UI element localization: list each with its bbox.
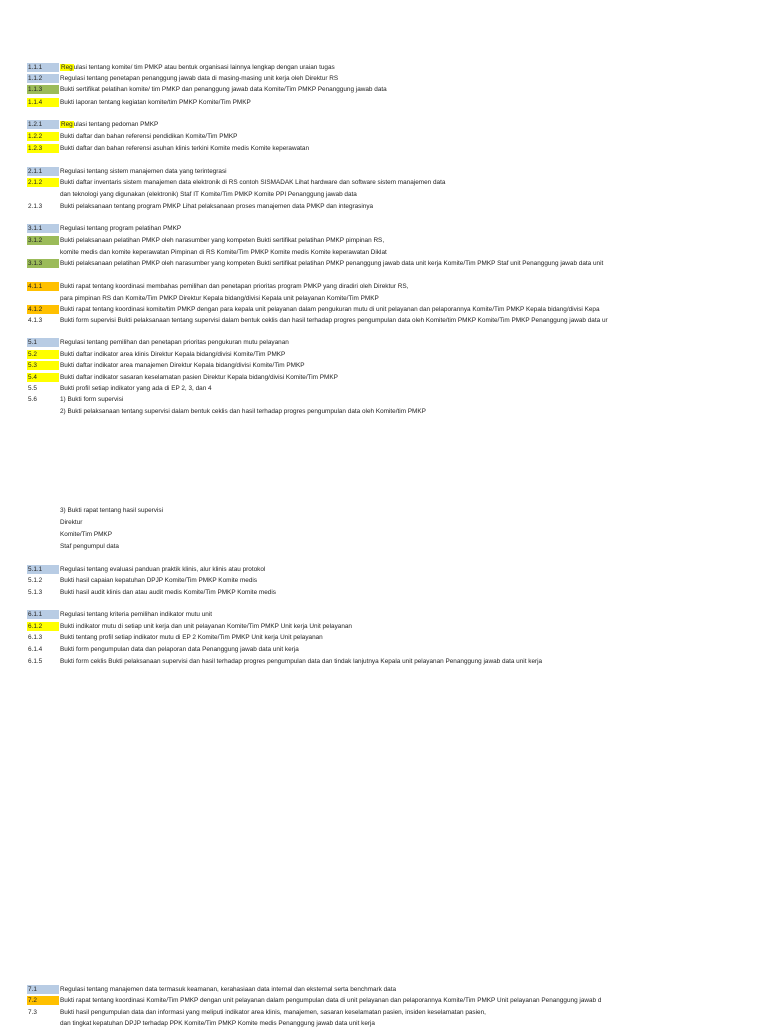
sheet-row <box>0 610 768 620</box>
row-text-cell[interactable]: Regulasi tentang penetapan penanggung jawab data di masing-masing unit kerja oleh Direktur RS <box>60 75 339 82</box>
row-text-cell[interactable]: Bukti laporan tentang kegiatan komite/tim PMKP Komite/Tim PMKP <box>60 99 251 106</box>
row-code-cell[interactable] <box>27 190 59 199</box>
sheet-row <box>0 530 768 540</box>
row-text-cell[interactable]: Bukti daftar inventaris sistem manajemen data elektronik di RS contoh SISMADAK Lihat hardware dan software sistem manajemen data <box>60 179 446 186</box>
row-code-cell[interactable]: 6.1.4 <box>28 646 43 653</box>
row-code-cell[interactable] <box>27 518 59 527</box>
sheet-row <box>0 407 768 417</box>
row-text-cell[interactable]: 1) Bukti form supervisi <box>60 396 124 403</box>
row-text-cell[interactable]: Bukti form supervisi Bukti pelaksanaan tentang supervisi dalam bentuk ceklis dan hasil terhadap progres pengumpulan data oleh Komite/tim PMKP Komite/Tim PMKP Penanggung jawab data ur <box>60 317 608 324</box>
sheet-row <box>0 144 768 154</box>
row-text-cell[interactable]: Regulasi tentang program pelatihan PMKP <box>60 225 182 232</box>
sheet-row <box>0 178 768 188</box>
row-code-cell[interactable]: 1.1.1 <box>27 63 59 72</box>
sheet-row <box>0 236 768 246</box>
row-text-cell[interactable]: Bukti daftar dan bahan referensi pendidikan Komite/Tim PMKP <box>60 133 238 140</box>
sheet-row <box>0 518 768 528</box>
sheet-row <box>0 350 768 360</box>
row-code-cell[interactable]: 6.1.1 <box>27 610 59 619</box>
sheet-row <box>0 202 768 212</box>
sheet-row <box>0 63 768 73</box>
row-text-cell[interactable]: Staf pengumpul data <box>60 543 119 550</box>
sheet-row <box>0 996 768 1006</box>
sheet-row <box>0 74 768 84</box>
row-text-cell[interactable]: Bukti rapat tentang koordinasi membahas pemilihan dan penetapan prioritas program PMKP yang diradiri oleh Direktur RS, <box>60 283 409 290</box>
row-text-cell[interactable]: Bukti pelaksanaan pelatihan PMKP oleh narasumber yang kompeten Bukti sertifikat pelatihan PMKP penanggung jawab data unit kerja Komite/Tim PMKP Staf unit Penanggung jawab data unit <box>60 260 604 267</box>
row-text-cell[interactable]: 2) Bukti pelaksanaan tentang supervisi dalam bentuk ceklis dan hasil terhadap progres pengumpulan data oleh Komite/tim PMKP <box>60 408 426 415</box>
row-text-cell[interactable]: Bukti hasil pengumpulan data dan informasi yang meliputi indikator area klinis, manajemen, sasaran keselamatan pasien, insiden keselamatan pasien, <box>60 1009 486 1016</box>
row-code-cell[interactable] <box>27 294 59 303</box>
row-code-cell[interactable]: 1.1.4 <box>27 98 59 107</box>
row-text-cell[interactable]: Bukti hasil audit klinis dan atau audit medis Komite/Tim PMKP Komite medis <box>60 589 276 596</box>
sheet-row <box>0 85 768 95</box>
sheet-row <box>0 1008 768 1018</box>
sheet-row <box>0 576 768 586</box>
row-text-cell[interactable]: para pimpinan RS dan Komite/Tim PMKP Direktur Kepala bidang/divisi Kepala unit pelayanan Komite/Tim PMKP <box>60 295 379 302</box>
row-code-cell[interactable]: 3.1.3 <box>27 259 59 268</box>
row-text-cell[interactable]: Regulasi tentang kriteria pemilihan indikator mutu unit <box>60 611 213 618</box>
row-text-cell[interactable]: Direktur <box>60 519 83 526</box>
row-text-cell[interactable]: Bukti daftar indikator area manajemen Direktur Kepala bidang/divisi Komite/Tim PMKP <box>60 362 305 369</box>
row-code-cell[interactable]: 1.1.2 <box>27 74 59 83</box>
row-code-cell[interactable]: 2.1.1 <box>27 167 59 176</box>
row-text-cell[interactable]: Bukti indikator mutu di setiap unit kerja dan unit pelayanan Komite/Tim PMKP Unit kerja Unit pelayanan <box>60 623 352 630</box>
row-code-cell[interactable]: 3.1.2 <box>27 236 59 245</box>
row-text-cell[interactable]: Regulasi tentang evaluasi panduan praktik klinis, alur klinis atau protokol <box>60 566 266 573</box>
row-text-cell[interactable]: komite medis dan komite keperawatan Pimpinan di RS Komite/Tim PMKP Komite medis Komite keperawatan Diklat <box>60 249 387 256</box>
row-code-cell[interactable]: 4.1.2 <box>27 305 59 314</box>
row-text-cell[interactable]: Bukti daftar dan bahan referensi asuhan klinis terkini Komite medis Komite keperawatan <box>60 145 310 152</box>
row-code-cell[interactable]: 1.2.1 <box>27 120 59 129</box>
sheet-row <box>0 361 768 371</box>
row-code-cell[interactable]: 2.1.3 <box>28 203 43 210</box>
sheet-row <box>0 506 768 516</box>
sheet-row <box>0 657 768 667</box>
row-text-cell[interactable]: Regulasi tentang sistem manajemen data yang terintegrasi <box>60 168 227 175</box>
sheet-row <box>0 384 768 394</box>
row-text-cell[interactable]: Bukti daftar indikator area klinis Direktur Kepala bidang/divisi Komite/Tim PMKP <box>60 351 286 358</box>
row-text-cell[interactable]: Bukti form pengumpulan data dan pelaporan data Penanggung jawab data unit kerja <box>60 646 299 653</box>
sheet-row <box>0 305 768 315</box>
row-code-cell[interactable]: 5.1 <box>27 338 59 347</box>
row-code-cell[interactable]: 7.2 <box>27 996 59 1005</box>
sheet-row <box>0 985 768 995</box>
row-code-cell[interactable] <box>27 506 59 515</box>
row-text-cell[interactable]: dan tingkat kepatuhan DPJP terhadap PPK Komite/Tim PMKP Komite medis Penanggung jawab data unit kerja <box>60 1020 375 1027</box>
sheet-row <box>0 98 768 108</box>
row-code-cell[interactable]: 6.1.3 <box>28 634 43 641</box>
row-text-cell[interactable]: Bukti sertifikat pelatihan komite/ tim PMKP dan penanggung jawab data Komite/Tim PMKP Penanggung jawab data <box>60 86 387 93</box>
row-text-cell[interactable]: Regulasi tentang pemilihan dan penetapan prioritas pengukuran mutu pelayanan <box>60 339 289 346</box>
sheet-row <box>0 294 768 304</box>
row-code-cell[interactable]: 1.2.2 <box>27 132 59 141</box>
row-code-cell[interactable]: 4.1.1 <box>27 282 59 291</box>
sheet-row <box>0 395 768 405</box>
row-code-cell[interactable] <box>27 542 59 551</box>
sheet-row <box>0 565 768 575</box>
sheet-row <box>0 190 768 200</box>
row-code-cell[interactable]: 1.1.3 <box>27 85 59 94</box>
row-text-cell[interactable]: Regulasi tentang pedoman PMKP <box>61 121 159 128</box>
sheet-row <box>0 588 768 598</box>
sheet-row <box>0 132 768 142</box>
row-code-cell[interactable]: 7.3 <box>28 1009 37 1016</box>
row-text-cell[interactable]: Bukti profil setiap indikator yang ada di EP 2, 3, dan 4 <box>60 385 212 392</box>
sheet-row <box>0 224 768 234</box>
row-code-cell[interactable]: 7.1 <box>27 985 59 994</box>
row-code-cell[interactable]: 5.2 <box>27 350 59 359</box>
sheet-row <box>0 373 768 383</box>
row-text-cell[interactable]: Regulasi tentang komite/ tim PMKP atau bentuk organisasi lainnya lengkap dengan uraian tugas <box>61 64 335 71</box>
sheet-row <box>0 633 768 643</box>
row-code-cell[interactable]: 5.4 <box>27 373 59 382</box>
row-text-cell[interactable]: 3) Bukti rapat tentang hasil supervisi <box>60 507 164 514</box>
row-text-cell[interactable]: Bukti daftar indikator sasaran keselamatan pasien Direktur Kepala bidang/divisi Komite/Tim PMKP <box>60 374 338 381</box>
sheet-row <box>0 248 768 258</box>
row-code-cell[interactable]: 3.1.1 <box>27 224 59 233</box>
row-text-cell[interactable]: Bukti rapat tentang koordinasi Komite/Tim PMKP dengan unit pelayanan dalam pengumpulan data di unit pelayanan dan pelaporannya Komite/Tim PMKP Unit pelayanan Penanggung jawab d <box>60 997 602 1004</box>
sheet-row <box>0 1019 768 1029</box>
row-code-cell[interactable] <box>27 407 59 416</box>
row-code-cell[interactable]: 5.5 <box>28 385 37 392</box>
row-code-cell[interactable]: 6.1.5 <box>28 658 43 665</box>
row-code-cell[interactable] <box>27 248 59 257</box>
row-code-cell[interactable]: 5.1.2 <box>28 577 43 584</box>
row-text-cell[interactable]: Bukti hasil capaian kepatuhan DPJP Komite/Tim PMKP Komite medis <box>60 577 258 584</box>
sheet-row <box>0 120 768 130</box>
row-code-cell[interactable]: 5.1.1 <box>27 565 59 574</box>
row-code-cell[interactable]: 1.2.3 <box>27 144 59 153</box>
sheet-row <box>0 167 768 177</box>
row-text-cell[interactable]: Bukti rapat tentang koordinasi komite/tim PMKP dengan para kepala unit pelayanan dalam pengukuran mutu di unit pelayanan dan pelaporannya Komite/Tim PMKP Kepala bidang/divisi Kepa <box>60 306 600 313</box>
row-code-cell[interactable]: 5.3 <box>27 361 59 370</box>
row-code-cell[interactable]: 2.1.2 <box>27 178 59 187</box>
sheet-row <box>0 542 768 552</box>
row-text-cell[interactable]: Bukti tentang profil setiap indikator mutu di EP 2 Komite/Tim PMKP Unit kerja Unit pelayanan <box>60 634 323 641</box>
sheet-row <box>0 622 768 632</box>
sheet-row <box>0 282 768 292</box>
sheet-row <box>0 259 768 269</box>
sheet-row <box>0 645 768 655</box>
row-code-cell[interactable] <box>27 530 59 539</box>
row-text-cell[interactable]: Bukti pelaksanaan tentang program PMKP Lihat pelaksanaan proses manajemen data PMKP dan integrasinya <box>60 203 374 210</box>
row-text-cell[interactable]: Komite/Tim PMKP <box>60 531 112 538</box>
row-text-cell[interactable]: Bukti pelaksanaan pelatihan PMKP oleh narasumber yang kompeten Bukti sertifikat pelatihan PMKP pimpinan RS, <box>60 237 385 244</box>
row-code-cell[interactable]: 6.1.2 <box>27 622 59 631</box>
row-text-cell[interactable]: Bukti form ceklis Bukti pelaksanaan supervisi dan hasil terhadap progres pengumpulan data dan tindak lanjutnya Kepala unit pelayanan Penanggung jawab data unit kerja <box>60 658 543 665</box>
row-code-cell[interactable]: 5.6 <box>28 396 37 403</box>
row-code-cell[interactable]: 5.1.3 <box>28 589 43 596</box>
row-text-cell[interactable]: dan teknologi yang digunakan (elektronik) Staf IT Komite/Tim PMKP Komite PPI Penanggung jawab data <box>60 191 357 198</box>
row-code-cell[interactable]: 4.1.3 <box>28 317 43 324</box>
sheet-row <box>0 338 768 348</box>
row-text-cell[interactable]: Regulasi tentang manajemen data termasuk keamanan, kerahasiaan data internal dan eksternal serta benchmark data <box>60 986 397 993</box>
sheet-row <box>0 316 768 326</box>
